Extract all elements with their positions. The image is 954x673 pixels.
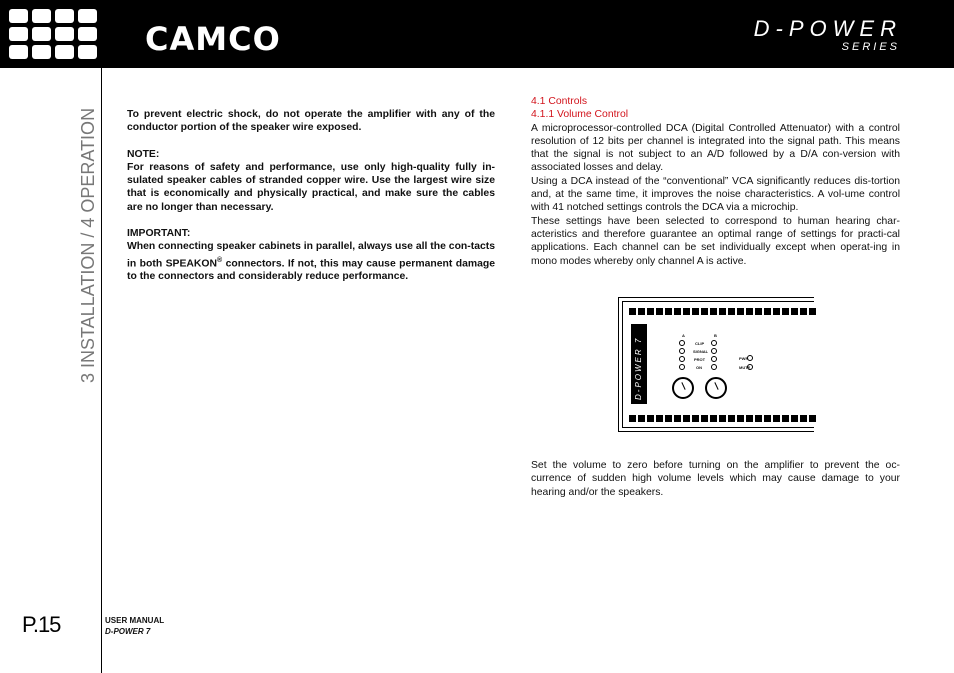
volume-knob-b-icon: [705, 377, 727, 399]
important-text-end: connectors. If not, this may cause permanent damage to the connectors and considerably reduce performance.: [127, 258, 495, 283]
important-heading: IMPORTANT:: [127, 228, 191, 240]
amplifier-front-panel-illustration: [618, 297, 814, 432]
volume-warning-paragraph: Set the volume to zero before turning on the amplifier to prevent the oc-currence of sudden high volume levels which may cause damage to your hearing and/or the speakers.: [531, 460, 900, 498]
section-heading: 4.1 Controls: [531, 96, 588, 107]
model-tag-text: D-POWER 7: [634, 336, 643, 400]
signal-led-a-icon: [679, 348, 685, 354]
clip-led-a-icon: [679, 340, 685, 346]
mute-label: MUTE: [739, 365, 751, 370]
header-bar: [0, 0, 954, 68]
subsection-heading: 4.1.1 Volume Control: [531, 109, 629, 121]
note-text: For reasons of safety and performance, use only high-quality fully in-sulated speaker cables of stranded copper wire. Use the largest wire size that is economically and physically practical, and make sure the cables are no longer than necessary.: [127, 161, 495, 213]
volume-knob-a-icon: [672, 377, 694, 399]
camco-logo-icon: [9, 9, 97, 59]
vca-paragraph: Using a DCA instead of the “conventional” VCA significantly reduces dis-tortion and, at the same time, it improves the noise characteristics. A vol-ume control with 41 notched settings controls the DCA via a microchip.: [531, 175, 900, 214]
clip-led-b-icon: [711, 340, 717, 346]
page-number: P.15: [22, 612, 61, 637]
series-subtitle: SERIES: [841, 41, 900, 53]
manual-footer: [105, 615, 164, 637]
led-label-signal: SIGNAL: [693, 349, 709, 354]
important-text-start: When connecting speaker cabinets in parallel, always use all the con-tacts in both SPEAKON: [127, 241, 495, 270]
manual-model: D-POWER 7: [105, 627, 151, 636]
channel-b-label: B: [714, 333, 717, 338]
panel-inner-frame: [622, 301, 814, 428]
vent-row-bottom: [629, 415, 814, 422]
model-tag: [631, 324, 647, 404]
dca-paragraph: A microprocessor-controlled DCA (Digital Controlled Attenuator) with a control resolution of 12 bits per channel is integrated into the signal path. This means that the signal is not subject to an A/D followed by a D/A con-version with associated losses and delay.: [531, 122, 900, 174]
on-led-a-icon: [679, 364, 685, 370]
vent-row-top: [629, 308, 814, 315]
settings-paragraph: These settings have been selected to correspond to human hearing char-acteristics and therefore guarantee an optimal range of settings for practi-cal applications. Each channel can be set individually except when operat-ing in mono modes whereby only channel A is active.: [531, 215, 900, 267]
signal-led-b-icon: [711, 348, 717, 354]
manual-label: USER MANUAL: [105, 616, 165, 625]
controls-column: [531, 95, 900, 268]
brand-name: CAMCO: [145, 20, 281, 58]
channel-a-label: A: [682, 333, 685, 338]
led-label-on: ON: [696, 365, 702, 370]
important-text: [127, 240, 495, 283]
pwr-led-icon: [747, 355, 753, 361]
prot-led-b-icon: [711, 356, 717, 362]
led-label-clip: CLIP: [695, 341, 705, 346]
pwr-label: PWR: [739, 356, 749, 361]
registered-mark: ®: [216, 256, 223, 264]
mute-led-icon: [747, 364, 753, 370]
series-title: D-POWER: [753, 16, 902, 41]
note-heading: NOTE:: [127, 148, 160, 160]
sidebar-divider: [101, 68, 102, 673]
prot-led-a-icon: [679, 356, 685, 362]
safety-paragraph: To prevent electric shock, do not operate the amplifier with any of the conductor portion of the speaker wire exposed.: [127, 109, 495, 134]
led-label-prot: PROT: [694, 357, 706, 362]
on-led-b-icon: [711, 364, 717, 370]
section-label: 3 INSTALLATION / 4 OPERATION: [78, 107, 98, 383]
safety-column: [127, 108, 495, 297]
